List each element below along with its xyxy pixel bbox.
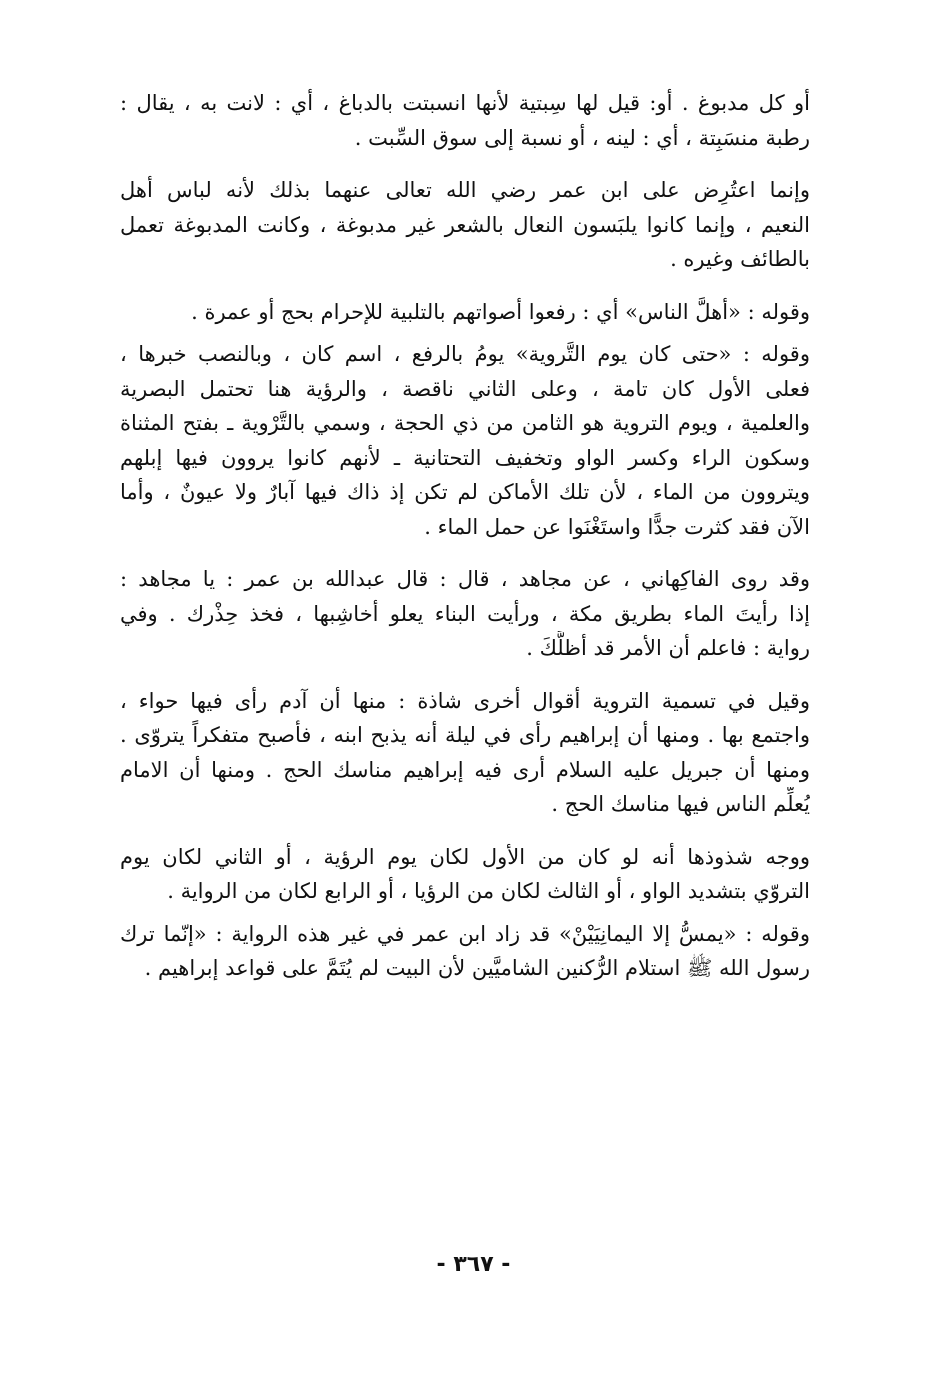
paragraph <box>120 86 810 155</box>
paragraph <box>120 917 810 986</box>
page-number: - ٣٦٧ - <box>436 1252 511 1277</box>
paragraph <box>120 337 810 544</box>
text-line: أو كل مدبوغ . أو: قيل لها سِبتية لأنها انسبتت بالدباغ ، أي : لانت به ، يقال : <box>120 91 810 115</box>
text-line: رواية : فاعلم أن الأمر قد أظلَّكَ . <box>526 636 810 660</box>
text-line: إذا رأيتَ الماء بطريق مكة ، ورأيت البناء يعلو أخاشِبها ، فخذ حِذْرك . وفي <box>120 601 810 626</box>
text-line: التروّي بتشديد الواو ، أو الثالث لكان من الرؤيا ، أو الرابع لكان من الرواية . <box>167 879 810 903</box>
text-line: والعلمية ، ويوم التروية هو الثامن من ذي الحجة ، وسمي بالتَّرْوية ـ بفتح المثناة <box>120 411 810 435</box>
text-line: ويتروون من الماء ، لأن تلك الأماكن لم تكن إذ ذاك فيها آبارٌ ولا عيونٌ ، وأما <box>120 480 810 504</box>
text-line: رطبة منسَبِتة ، أي : لينه ، أو نسبة إلى سوق السِّبت . <box>354 125 810 150</box>
text-line: وقد روى الفاكِهاني ، عن مجاهد ، قال : قال عبدالله بن عمر : يا مجاهد : <box>120 567 810 591</box>
text-line: وقوله : «حتى كان يوم التَّروية» يومُ بالرفع ، اسم كان ، وبالنصب خبرها ، <box>120 342 810 366</box>
text-line: وقيل في تسمية التروية أقوال أخرى شاذة : منها أن آدم رأى فيها حواء ، <box>120 688 810 713</box>
text-line: بالطائف وغيره . <box>670 247 810 271</box>
text-line: وسكون الراء وكسر الواو وتخفيف التحتانية ـ لأنهم كانوا يروون فيها إبلهم <box>120 445 810 470</box>
text-line: ووجه شذوذها أنه لو كان من الأول لكان يوم الرؤية ، أو الثاني لكان يوم <box>120 844 810 869</box>
text-line: الآن فقد كثرت جدًّا واستَغْنَوا عن حمل الماء . <box>424 514 810 539</box>
text-line: وقوله : «أهلَّ الناس» أي : رفعوا أصواتهم بالتلبية للإحرام بحج أو عمرة . <box>191 299 810 324</box>
text-line: واجتمع بها . ومنها أن إبراهيم رأى في ليلة أنه يذبح ابنه ، فأصبح متفكراً يتروّى . <box>120 723 810 747</box>
paragraph <box>120 562 810 666</box>
paragraph <box>120 173 810 277</box>
paragraph <box>120 840 810 909</box>
text-line: ومنها أن جبريل عليه السلام أرى فيه إبراهيم مناسك الحج . ومنها أن الامام <box>120 757 810 782</box>
paragraph <box>120 295 810 330</box>
text-line: وإنما اعتُرِض على ابن عمر رضي الله تعالى عنهما بذلك لأنه لباس أهل <box>120 178 810 202</box>
paragraph <box>120 684 810 822</box>
text-line: فعلى الأول كان تامة ، وعلى الثاني ناقصة ، والرؤية هنا تحتمل البصرية <box>120 376 810 401</box>
text-line: النعيم ، وإنما كانوا يلبَسون النعال بالشعر غير مدبوغة ، وكانت المدبوغة تعمل <box>120 212 810 237</box>
body-text <box>120 68 810 986</box>
text-line: وقوله : «يمسُّ إلا اليمانِيَيْنْ» قد زاد ابن عمر في غير هذه الرواية : «إنّما ترك <box>120 921 810 946</box>
text-line: رسول الله ﷺ استلام الرُّكنين الشاميَّين لأن البيت لم يُتَمَّ على قواعد إبراهيم . <box>144 956 810 980</box>
text-line: يُعلِّم الناس فيها مناسك الحج . <box>551 792 810 816</box>
